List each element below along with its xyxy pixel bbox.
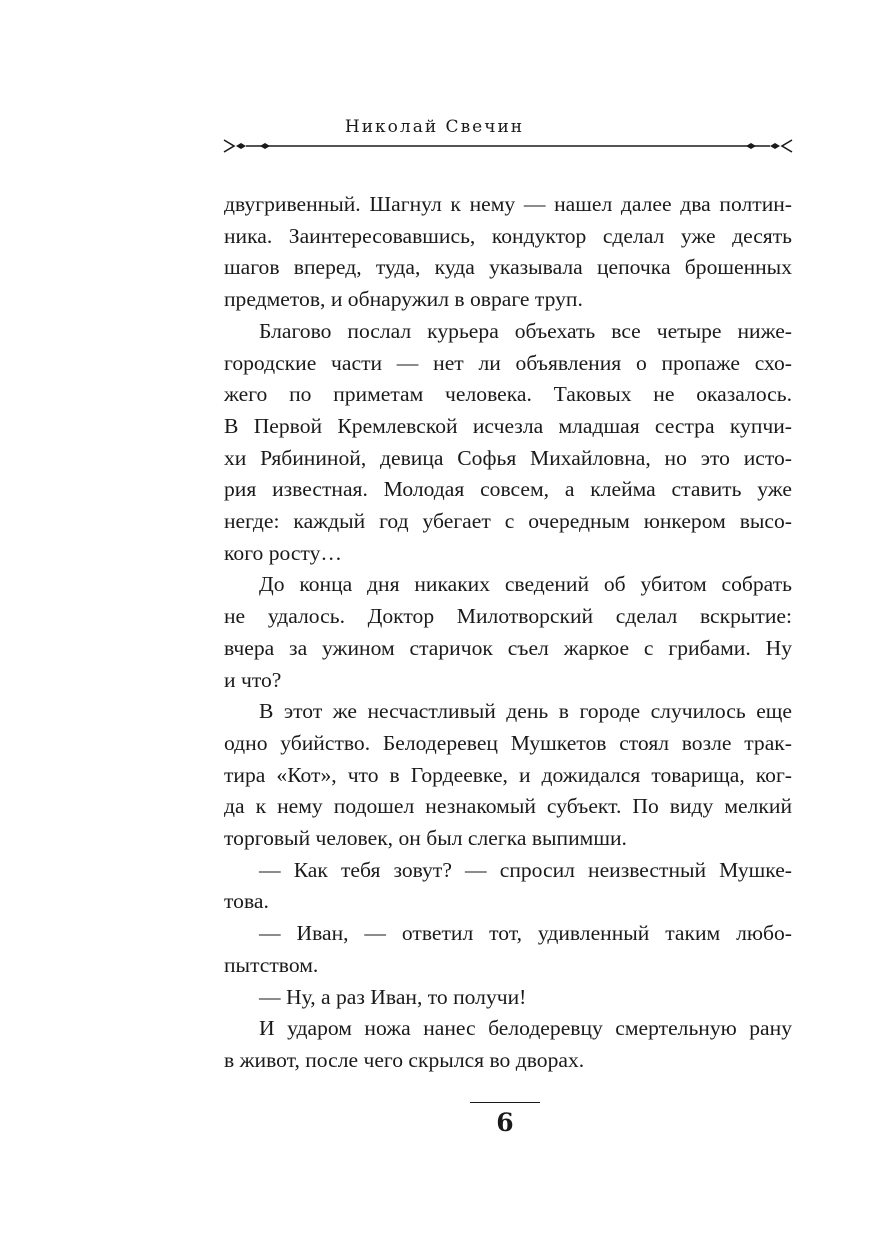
text-line: тира «Кот», что в Гордеевке, и дожидался товарища, ког-: [224, 762, 792, 787]
text-line: кого росту…: [224, 540, 342, 565]
text-line: В Первой Кремлевской исчезла младшая сестра купчи-: [224, 413, 792, 438]
text-line: негде: каждый год убегает с очередным юнкером высо-: [224, 509, 792, 534]
paragraph: [224, 696, 792, 855]
text-line: городские части — нет ли объявления о пропаже схо-: [224, 350, 792, 375]
paragraph: [224, 316, 792, 570]
text-line: жего по приметам человека. Таковых не оказалось.: [224, 382, 792, 407]
text-line: това.: [224, 889, 269, 914]
text-line: двугривенный. Шагнул к нему — нашел далее два полтин-: [224, 192, 792, 216]
paragraph: [224, 982, 792, 1014]
text-line: пытством.: [224, 952, 319, 977]
text-line: — Иван, — ответил тот, удивленный таким любо-: [259, 921, 792, 946]
paragraph: [224, 189, 792, 316]
header-ornament-rule: [222, 136, 794, 156]
body-text: [224, 189, 792, 1077]
text-line: да к нему подошел незнакомый субъект. По виду мелкий: [224, 794, 792, 819]
text-line: шагов вперед, туда, куда указывала цепочка брошенных: [224, 255, 792, 280]
paragraph: [224, 918, 792, 981]
page-number: 6: [496, 1108, 514, 1137]
text-line: — Как тебя зовут? — спросил неизвестный Мушке-: [259, 857, 792, 882]
text-line: не удалось. Доктор Милотворский сделал вскрытие:: [224, 604, 792, 629]
text-line: одно убийство. Белодеревец Мушкетов стоял возле трак-: [224, 730, 792, 755]
text-line: Благово послал курьера объехать все четыре ниже-: [259, 318, 792, 343]
paragraph: [224, 1013, 792, 1076]
text-line: рия известная. Молодая совсем, а клейма ставить уже: [224, 477, 792, 502]
running-header-author: Николай Свечин: [344, 117, 525, 137]
text-line: В этот же несчастливый день в городе случилось еще: [259, 699, 792, 724]
text-line: До конца дня никаких сведений об убитом собрать: [259, 572, 792, 597]
text-line: хи Рябининой, девица Софья Михайловна, но это исто-: [224, 445, 792, 470]
folio-rule: [470, 1102, 540, 1103]
text-line: торговый человек, он был слегка выпимши.: [224, 826, 627, 851]
text-line: И ударом ножа нанес белодеревцу смертельную рану: [259, 1016, 792, 1041]
text-line: вчера за ужином старичок съел жаркое с грибами. Ну: [224, 635, 792, 660]
text-line: в живот, после чего скрылся во дворах.: [224, 1047, 585, 1072]
text-line: и что?: [224, 667, 282, 692]
text-line: — Ну, а раз Иван, то получи!: [259, 984, 527, 1009]
paragraph: [224, 569, 792, 696]
text-line: предметов, и обнаружил в овраге труп.: [224, 287, 583, 312]
paragraph: [224, 855, 792, 918]
text-line: ника. Заинтересовавшись, кондуктор сделал уже десять: [224, 223, 792, 248]
